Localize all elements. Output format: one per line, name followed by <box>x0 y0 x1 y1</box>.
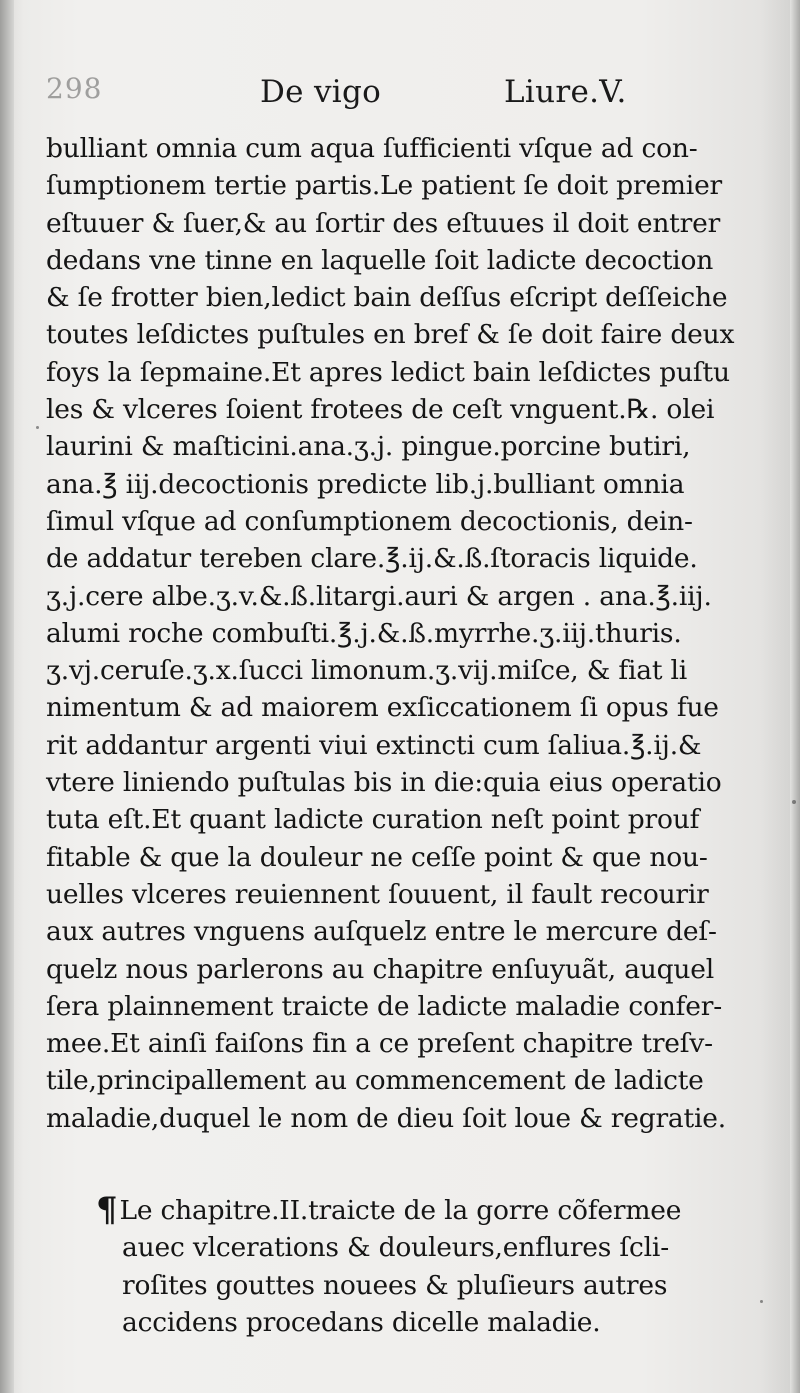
text-line: quelz nous parlerons au chapitre enſuyuãt, auquel <box>46 953 715 985</box>
text-line: ſera plainnement traicte de ladicte maladie confer- <box>46 990 722 1022</box>
text-line: fitable & que la douleur ne ceſſe point & que nou- <box>46 841 708 873</box>
running-head: De vigo <box>260 74 382 110</box>
text-line: mee.Et ainſi faiſons fin a ce preſent chapitre treſv- <box>46 1028 713 1060</box>
text-line: maladie,duquel le nom de dieu ſoit loue & regratie. <box>46 1102 726 1134</box>
text-line: tuta eſt.Et quant ladicte curation neſt point prouf <box>46 804 700 836</box>
pilcrow-mark: ¶ <box>96 1190 118 1230</box>
page-number: 298 <box>46 72 103 105</box>
chapter-heading-line: accidens procedans dicelle maladie. <box>122 1306 601 1338</box>
page-header <box>40 72 740 118</box>
text-line: ʒ.j.cere albe.ʒ.v.&.ß.litargi.auri & argen . ana.℥.iij. <box>46 580 712 612</box>
text-line: bulliant omnia cum aqua ſufficienti vſque ad con- <box>46 133 698 164</box>
text-line: ſimul vſque ad conſumptionem decoctionis, dein- <box>46 505 693 537</box>
text-line: alumi roche combuſti.℥.j.&.ß.myrrhe.ʒ.iij.thuris. <box>46 617 682 649</box>
text-line: dedans vne tinne en laquelle ſoit ladicte decoction <box>46 244 714 276</box>
chapter-heading-text: Le chapitre.II.traicte de la gorre cõfermee <box>119 1195 682 1226</box>
text-line: tile,principallement au commencement de ladicte <box>46 1065 704 1097</box>
paper-speck <box>792 800 796 804</box>
chapter-heading-line <box>96 1192 736 1229</box>
chapter-heading-line: auec vlcerations & douleurs,enflures ſcli- <box>122 1232 669 1264</box>
text-line: ana.℥ iij.decoctionis predicte lib.j.bulliant omnia <box>46 468 685 500</box>
text-line: ʒ.vj.ceruſe.ʒ.x.ſucci limonum.ʒ.vij.miſce, & fiat li <box>46 655 688 687</box>
text-line: les & vlceres ſoient frotees de ceſt vnguent.℞. olei <box>46 394 715 426</box>
page-edge-shadow <box>790 0 800 1393</box>
body-text <box>46 130 736 1137</box>
chapter-heading <box>96 1192 736 1341</box>
text-line: uelles vlceres reuiennent ſouuent, il fault recourir <box>46 878 709 910</box>
text-line: aux autres vnguens auſquelz entre le mercure deſ- <box>46 916 717 948</box>
text-line: de addatur tereben clare.℥.ij.&.ß.ſtoracis liquide. <box>46 543 698 575</box>
text-line: vtere liniendo puſtulas bis in die:quia eius operatio <box>46 767 722 799</box>
text-line: toutes leſdictes puſtules en bref & ſe doit faire deux <box>46 319 735 351</box>
text-line: nimentum & ad maiorem exſiccationem ſi opus fue <box>46 692 719 724</box>
text-line: ſumptionem tertie partis.Le patient ſe doit premier <box>46 170 723 202</box>
text-line: rit addantur argenti viui extincti cum ſaliua.℥.ij.& <box>46 729 702 761</box>
text-line: & ſe frotter bien,ledict bain deſſus eſcript deſſeiche <box>46 282 728 314</box>
book-label: Liure.V. <box>504 74 627 110</box>
text-line: laurini & maſticini.ana.ʒ.j. pingue.porcine butiri, <box>46 431 691 463</box>
text-line: eſtuuer & ſuer,& au ſortir des eſtuues il doit entrer <box>46 207 721 239</box>
paper-speck <box>760 1300 763 1303</box>
page-gutter-shadow <box>0 0 14 1393</box>
text-line: foys la ſepmaine.Et apres ledict bain leſdictes puſtu <box>46 356 730 388</box>
chapter-heading-line: roſites gouttes nouees & pluſieurs autres <box>122 1269 668 1301</box>
paper-speck <box>36 426 39 429</box>
